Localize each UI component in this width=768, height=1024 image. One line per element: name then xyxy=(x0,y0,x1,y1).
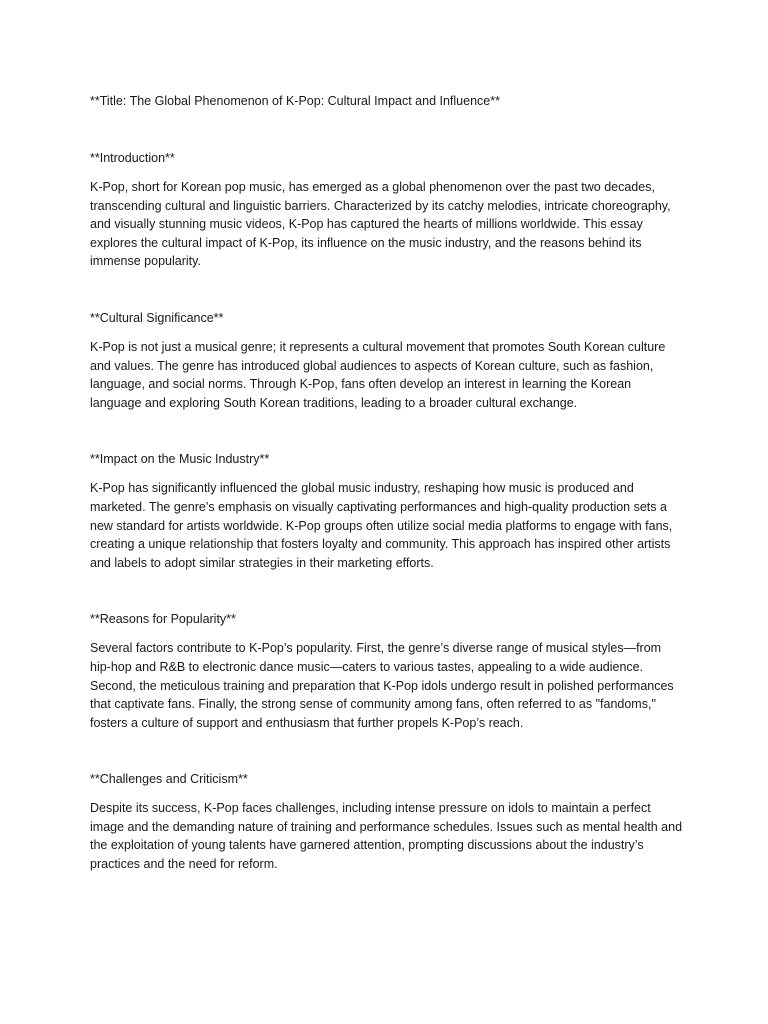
section-cultural-significance xyxy=(90,309,684,412)
section-challenges-criticism xyxy=(90,770,684,873)
section-heading: **Cultural Significance** xyxy=(90,310,224,325)
section-paragraph: K-Pop, short for Korean pop music, has emerged as a global phenomenon over the past two decades, transcending cultural and linguistic barriers. Characterized by its catchy melodies, intricate choreography, and visually stunning music videos, K-Pop has captured the hearts of millions worldwide. This essay explores the cultural impact of K-Pop, its influence on the music industry, and the reasons behind its immense popularity. xyxy=(90,180,671,269)
document-page xyxy=(90,92,684,912)
section-heading: **Introduction** xyxy=(90,151,175,165)
section-paragraph: K-Pop is not just a musical genre; it represents a cultural movement that promotes South Korean culture and values. The genre has introduced global audiences to aspects of Korean culture, such as fashion, language, and social norms. Through K-Pop, fans often develop an interest in learning the Korean language and exploring South Korean traditions, leading to a broader cultural exchange. xyxy=(90,339,666,410)
section-introduction xyxy=(90,149,684,271)
section-paragraph: K-Pop has significantly influenced the global music industry, reshaping how music is produced and marketed. The genre’s emphasis on visually captivating performances and high-quality production sets a new standard for artists worldwide. K-Pop groups often utilize social media platforms to engage with fans, creating a unique relationship that fosters loyalty and community. This approach has inspired other artists and labels to adopt similar strategies in their marketing efforts. xyxy=(90,481,673,570)
section-heading: **Reasons for Popularity** xyxy=(90,612,236,627)
section-impact-music-industry xyxy=(90,450,684,572)
section-heading: **Challenges and Criticism** xyxy=(90,772,248,787)
section-reasons-popularity xyxy=(90,610,684,732)
document-title: **Title: The Global Phenomenon of K-Pop: Cultural Impact and Influence** xyxy=(90,94,500,108)
section-paragraph: Several factors contribute to K-Pop’s popularity. First, the genre’s diverse range of musical styles—from hip-hop and R&B to electronic dance music—caters to various tastes, appealing to a wide audience. Second, the meticulous training and preparation that K-Pop idols undergo result in polished performances that captivate fans. Finally, the strong sense of community among fans, often referred to as "fandoms," fosters a culture of support and enthusiasm that further propels K-Pop’s reach. xyxy=(90,641,674,730)
section-heading: **Impact on the Music Industry** xyxy=(90,452,270,467)
section-paragraph: Despite its success, K-Pop faces challenges, including intense pressure on idols to maintain a perfect image and the demanding nature of training and performance schedules. Issues such as mental health and the exploitation of young talents have garnered attention, prompting discussions about the industry’s practices and the need for reform. xyxy=(90,801,683,872)
